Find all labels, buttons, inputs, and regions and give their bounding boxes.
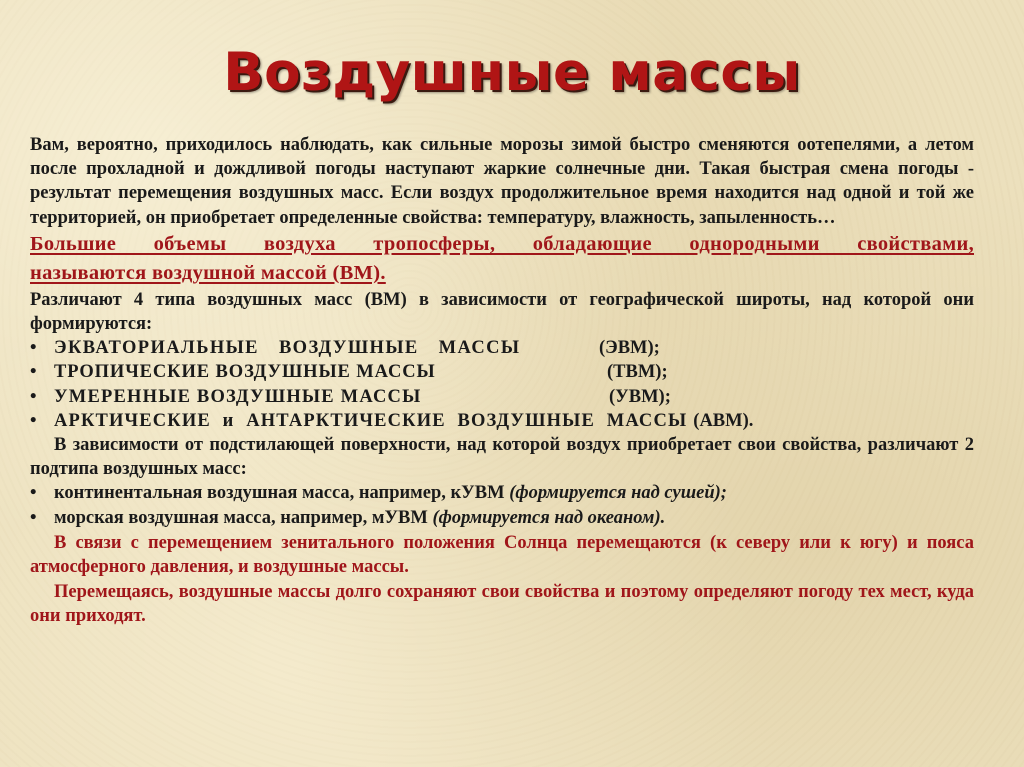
mass-type-abbr: (АВМ). xyxy=(693,410,754,431)
definition-paragraph xyxy=(30,230,974,288)
mass-type-name: • УМЕРЕННЫЕ ВОЗДУШНЫЕ МАССЫ xyxy=(54,386,422,407)
mass-type-abbr: (ТВМ); xyxy=(607,362,668,383)
subtypes-list xyxy=(30,481,974,529)
subtype-note: (формируется над сушей); xyxy=(509,483,727,504)
definition-line-1: Большие объемы воздуха тропосферы, обладающие однородными свойствами, xyxy=(30,232,974,255)
mass-type-name: • АРКТИЧЕСКИЕ и АНТАРКТИЧЕСКИЕ ВОЗДУШНЫЕ МАССЫ xyxy=(54,410,688,431)
subtype-text: континентальная воздушная масса, например, кУВМ xyxy=(54,483,505,504)
subtype-note: (формируется над океаном). xyxy=(432,507,666,528)
list-item xyxy=(30,506,974,530)
mass-types-list xyxy=(30,336,974,433)
mass-type-abbr: (УВМ); xyxy=(609,386,671,407)
movement-paragraph: В связи с перемещением зенитального положения Солнца перемещаются (к северу или к югу) и пояса атмосферного давления, и воздушные массы. xyxy=(30,532,974,578)
list-item xyxy=(30,481,974,505)
intro-paragraph: Вам, вероятно, приходилось наблюдать, как сильные морозы зимой быстро сменяются оотепелями, а летом после прохладной и дождливой погоды наступают жаркие солнечные дни. Такая быстрая смена погоды - результат перемещения воздушных масс. Если воздух продолжительное время находится над одной и той же территорией, он приобретает определенные свойства: температуру, влажность, запыленность… xyxy=(30,135,974,228)
slide-title: Воздушные массы xyxy=(223,42,801,103)
mass-type-name: • ТРОПИЧЕСКИЕ ВОЗДУШНЫЕ МАССЫ xyxy=(54,362,436,383)
list-item xyxy=(30,409,974,433)
conclusion-paragraph: Перемещаясь, воздушные массы долго сохраняют свои свойства и поэтому определяют погоду тех мест, куда они приходят. xyxy=(30,582,974,627)
mass-type-name: • ЭКВАТОРИАЛЬНЫЕ ВОЗДУШНЫЕ МАССЫ xyxy=(54,338,521,359)
types-intro-paragraph: Различают 4 типа воздушных масс (ВМ) в зависимости от географической широты, над которой они формируются: xyxy=(30,289,974,335)
subtype-text: морская воздушная масса, например, мУВМ xyxy=(54,507,428,528)
subtypes-intro-paragraph: В зависимости от подстилающей поверхности, над которой воздух приобретает свои свойства, различают 2 подтипа воздушных масс: xyxy=(30,435,974,480)
list-item xyxy=(30,336,974,360)
mass-type-abbr: (ЭВМ); xyxy=(599,338,660,359)
definition-line-2: называются воздушной массой (ВМ). xyxy=(30,261,386,284)
slide-body xyxy=(30,133,974,629)
list-item xyxy=(30,385,974,409)
list-item xyxy=(30,360,974,384)
